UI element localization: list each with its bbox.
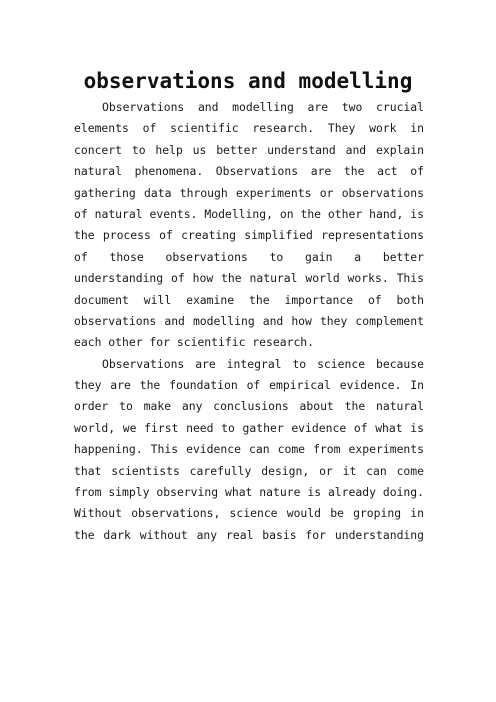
paragraph-2-line: Without observations, science would be groping in <box>74 506 424 521</box>
paragraph-1-line: Observations and modelling are two crucial <box>102 100 424 114</box>
paragraph-1-line: document will examine the importance of both <box>74 292 424 307</box>
paragraph-1-line: gathering data through experiments or observations <box>74 185 424 200</box>
document-body <box>74 97 424 546</box>
paragraph-2-line: happening. This evidence can come from experiments <box>74 442 424 457</box>
paragraph-2-line: that scientists carefully design, or it can come <box>74 463 424 478</box>
paragraph-2-line: the dark without any real basis for understanding <box>74 527 424 542</box>
paragraph-2-line: Observations are integral to science because <box>102 356 424 371</box>
paragraph-1-line: concert to help us better understand and explain <box>74 142 424 157</box>
paragraph-1-line: each other for scientific research. <box>74 335 315 350</box>
paragraph-2-line: order to make any conclusions about the natural <box>74 399 424 414</box>
paragraph-1-line: observations and modelling and how they complement <box>74 313 424 328</box>
document-title: observations and modelling <box>83 69 413 93</box>
paragraph-1-line: understanding of how the natural world works. This <box>74 271 424 286</box>
paragraph-2-line: world, we first need to gather evidence of what is <box>74 420 424 435</box>
paragraph-1-line: elements of scientific research. They work in <box>74 121 424 136</box>
paragraph-1-line: the process of creating simplified representations <box>74 228 424 243</box>
paragraph-1-line: of those observations to gain a better <box>74 249 424 264</box>
paragraph-1-line: natural phenomena. Observations are the act of <box>74 164 424 179</box>
paragraph-2-line: they are the foundation of empirical evidence. In <box>74 378 424 393</box>
paragraph-1-line: of natural events. Modelling, on the other hand, is <box>74 206 424 221</box>
paragraph-2-line: from simply observing what nature is already doing. <box>74 485 424 500</box>
